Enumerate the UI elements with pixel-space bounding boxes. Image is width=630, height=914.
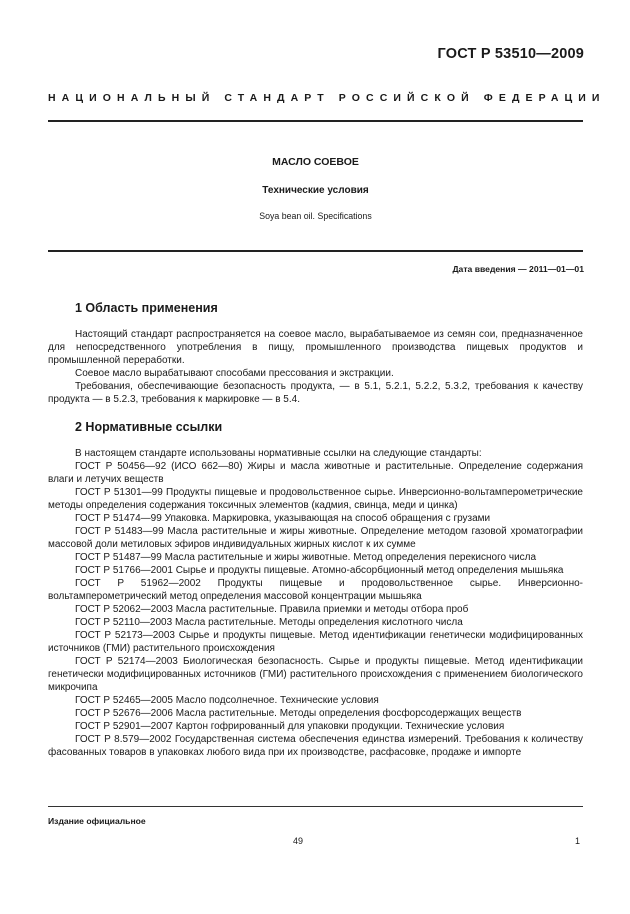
official-edition-label: Издание официальное bbox=[48, 816, 146, 826]
reference-item: ГОСТ Р 52676—2006 Масла растительные. Методы определения фосфорсодержащих веществ bbox=[75, 708, 522, 719]
document-title: МАСЛО СОЕВОЕ bbox=[272, 156, 359, 168]
section-1-body bbox=[48, 328, 583, 406]
document-subtitle: Технические условия bbox=[262, 185, 369, 196]
title-rule bbox=[48, 250, 583, 252]
reference-item: ГОСТ Р 52110—2003 Масла растительные. Методы определения кислотного числа bbox=[75, 617, 463, 628]
introduction-date: Дата введения — 2011—01—01 bbox=[452, 264, 584, 274]
reference-item: ГОСТ Р 50456—92 (ИСО 662—80) Жиры и масла животные и растительные. Определение содержания влаги и летучих веществ bbox=[48, 461, 583, 485]
reference-item: ГОСТ Р 52174—2003 Биологическая безопасность. Сырье и продукты пищевые. Метод идентификации генетически модифицированных источников (ГМИ) растительного происхождения с применением биологического микрочипа bbox=[48, 656, 583, 693]
reference-item: ГОСТ Р 52062—2003 Масла растительные. Правила приемки и методы отбора проб bbox=[75, 604, 469, 615]
page-number-center: 49 bbox=[293, 836, 304, 846]
reference-item: ГОСТ Р 8.579—2002 Государственная система обеспечения единства измерений. Требования к количеству фасованных товаров в упаковках любого вида при их производстве, расфасовке, продаже и импорте bbox=[48, 734, 583, 758]
reference-item: ГОСТ Р 51962—2002 Продукты пищевые и продовольственное сырье. Инверсионно-вольтамперометрический метод определения массовой концентрации мышьяка bbox=[48, 578, 583, 602]
reference-item: В настоящем стандарте использованы нормативные ссылки на следующие стандарты: bbox=[75, 448, 482, 459]
reference-item: ГОСТ Р 52173—2003 Сырье и продукты пищевые. Метод идентификации генетически модифицированных источников (ГМИ) растительного происхождения bbox=[48, 630, 583, 654]
section-2-body bbox=[48, 447, 583, 759]
header-rule bbox=[48, 120, 583, 122]
footer-rule bbox=[48, 806, 583, 807]
document-code: ГОСТ Р 53510—2009 bbox=[437, 46, 584, 62]
english-title: Soya bean oil. Specifications bbox=[259, 211, 372, 221]
reference-item: ГОСТ Р 51766—2001 Сырье и продукты пищевые. Атомно-абсорбционный метод определения мышьяка bbox=[75, 565, 564, 576]
national-standard-banner: НАЦИОНАЛЬНЫЙ СТАНДАРТ РОССИЙСКОЙ ФЕДЕРАЦИИ bbox=[48, 92, 606, 104]
reference-item: ГОСТ Р 51474—99 Упаковка. Маркировка, указывающая на способ обращения с грузами bbox=[75, 513, 491, 524]
paragraph: Требования, обеспечивающие безопасность продукта, — в 5.1, 5.2.1, 5.2.2, 5.3.2, требования к качеству продукта — в 5.2.3, требования к маркировке — в 5.4. bbox=[48, 381, 583, 405]
page-number-right: 1 bbox=[574, 836, 580, 846]
paragraph: Соевое масло вырабатывают способами прессования и экстракции. bbox=[75, 368, 394, 379]
section-1-heading: 1 Область применения bbox=[75, 301, 218, 315]
reference-item: ГОСТ Р 52901—2007 Картон гофрированный для упаковки продукции. Технические условия bbox=[75, 721, 505, 732]
section-2-heading: 2 Нормативные ссылки bbox=[75, 420, 223, 434]
reference-item: ГОСТ Р 51301—99 Продукты пищевые и продовольственное сырье. Инверсионно-вольтамперометрические методы определения содержания токсичных элементов (кадмия, свинца, меди и цинка) bbox=[48, 487, 583, 511]
reference-item: ГОСТ Р 51487—99 Масла растительные и жиры животные. Метод определения перекисного числа bbox=[75, 552, 537, 563]
reference-item: ГОСТ Р 51483—99 Масла растительные и жиры животные. Определение методом газовой хроматографии массовой доли метиловых эфиров индивидуальных жирных кислот к их сумме bbox=[48, 526, 583, 550]
reference-item: ГОСТ Р 52465—2005 Масло подсолнечное. Технические условия bbox=[75, 695, 379, 706]
paragraph: Настоящий стандарт распространяется на соевое масло, вырабатываемое из семян сои, предназначенное для непосредственного употребления в пищу, промышленного производства пищевых продуктов и промышленной переработки. bbox=[48, 329, 583, 366]
